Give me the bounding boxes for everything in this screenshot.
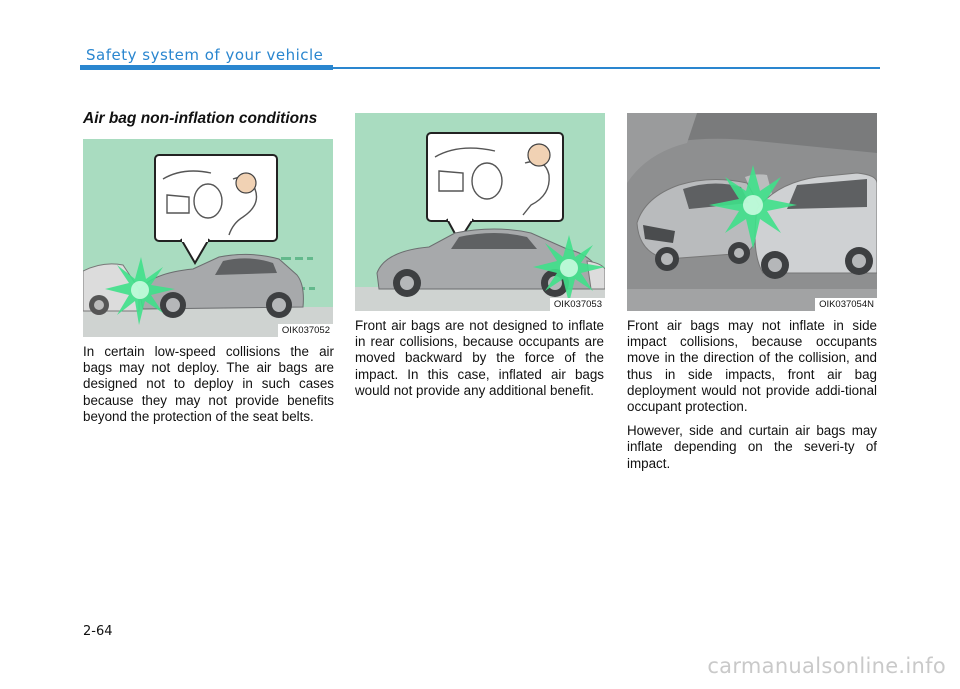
column-1-text — [83, 344, 334, 433]
page-number: 2-64 — [83, 624, 113, 639]
header-title: Safety system of your vehicle — [86, 46, 324, 64]
side-impact-illustration — [627, 113, 877, 311]
figure-rear-collision — [355, 113, 605, 311]
figure-label: OIK037053 — [550, 298, 605, 311]
paragraph: Front air bags are not designed to inflate in rear collisions, because occupants are moved backward by the force of the impact. In this case, inflated air bags would not provide any additional benefit. — [355, 318, 604, 398]
paragraph: In certain low-speed collisions the air bags may not deploy. The air bags are designed not to deploy in such cases because they may not provide benefits beyond the protection of the seat belts. — [83, 344, 334, 424]
column-3-text — [627, 318, 877, 480]
rear-collision-illustration — [355, 113, 605, 311]
watermark: carmanualsonline.info — [707, 654, 946, 678]
low-speed-collision-illustration — [83, 139, 333, 337]
figure-label: OIK037052 — [278, 324, 333, 337]
column-2-text — [355, 318, 604, 407]
figure-low-speed-collision — [83, 139, 333, 337]
paragraph: However, side and curtain air bags may inflate depending on the severi-ty of impact. — [627, 423, 877, 471]
header-rule-thick — [80, 65, 333, 70]
header-rule-thin — [333, 67, 880, 69]
section-heading: Air bag non-inflation conditions — [83, 110, 318, 127]
paragraph: Front air bags may not inflate in side impact collisions, because occupants move in the direction of the collision, and thus in side impacts, front air bag deployment would not provide addi-tional occupant protection. — [627, 318, 877, 415]
figure-side-impact — [627, 113, 877, 311]
figure-label: OIK037054N — [815, 298, 877, 311]
